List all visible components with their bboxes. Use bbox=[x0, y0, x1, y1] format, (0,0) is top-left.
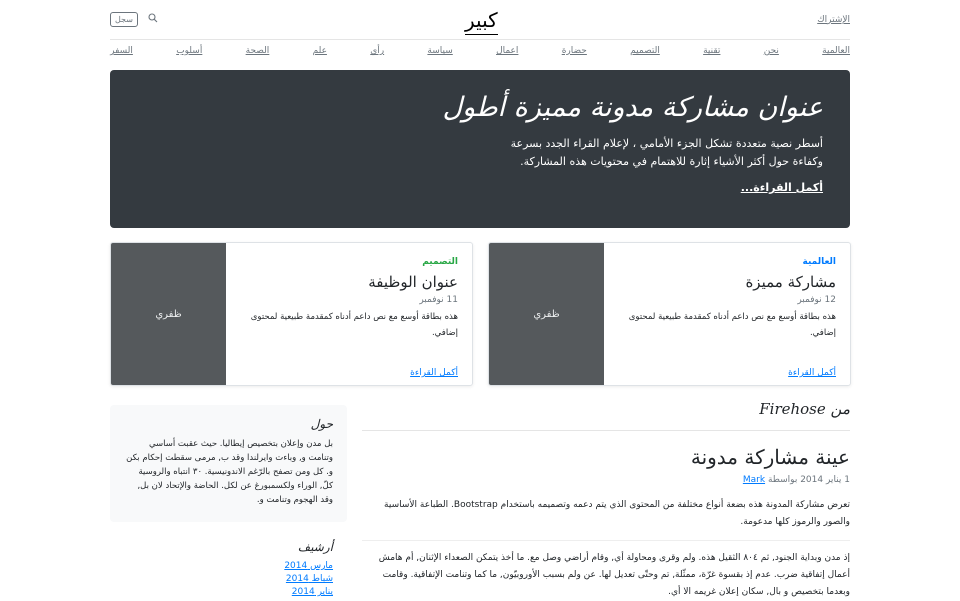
archive-link[interactable]: يناير 2014 bbox=[291, 587, 333, 597]
sidebar bbox=[110, 405, 347, 599]
post-date: 1 يناير 2014 بواسطة bbox=[767, 475, 850, 485]
search-icon[interactable] bbox=[148, 13, 158, 26]
main-column bbox=[362, 400, 850, 601]
nav-item[interactable]: سياسة bbox=[427, 46, 453, 56]
nav-item[interactable]: اعمال bbox=[496, 46, 519, 56]
card-date: 12 نوفمبر bbox=[797, 295, 836, 305]
archive-link[interactable]: مارس 2014 bbox=[284, 561, 333, 571]
archive-title: أرشيف bbox=[297, 540, 333, 554]
nav-item[interactable]: علم bbox=[312, 46, 327, 56]
card-title: عنوان الوظيفة bbox=[368, 273, 458, 291]
card-text: هذه بطاقة أوسع مع نص داعم أدناه كمقدمة طبيعية لمحتوى إضافي. bbox=[250, 312, 458, 338]
nav-item[interactable]: التصميم bbox=[630, 46, 660, 56]
card-thumbnail: ظفري bbox=[111, 243, 226, 385]
nav-item[interactable]: رأي bbox=[370, 46, 385, 56]
featured-title: عنوان مشاركة مدونة مميزة أطول bbox=[442, 92, 823, 123]
card-link[interactable]: أكمل القراءة bbox=[788, 368, 836, 378]
nav-item[interactable]: العالمية bbox=[822, 46, 850, 56]
card-category: التصميم bbox=[422, 257, 458, 267]
logo[interactable]: كبير bbox=[465, 8, 498, 35]
signup-button[interactable]: سجل bbox=[110, 12, 138, 27]
post-intro: تعرض مشاركة المدونة هذه بضعة أنواع مختلفة من المحتوى الذي يتم دعمه وتصميمه باستخدام Bootstrap. الطباعة الأساسية والصور والرموز كلها مدعومة. bbox=[384, 500, 850, 527]
featured-card bbox=[110, 242, 473, 386]
divider bbox=[362, 540, 850, 541]
post-meta bbox=[362, 475, 850, 485]
featured-text: أسطر نصية متعددة تشكل الجزء الأمامي ، لإعلام القراء الجدد بسرعة وكفاءة حول أكثر الأشياء إثارة للاهتمام في محتويات هذه المشاركة. bbox=[510, 137, 823, 168]
subscribe-link[interactable]: الإشتراك bbox=[817, 14, 850, 25]
continue-reading-link[interactable]: أكمل القراءة... bbox=[740, 181, 823, 194]
about-box bbox=[110, 405, 347, 522]
nav-item[interactable]: السفر bbox=[110, 46, 133, 56]
post-title: عينة مشاركة مدونة bbox=[690, 445, 850, 469]
header-actions bbox=[110, 12, 158, 27]
about-title: حول bbox=[310, 417, 333, 431]
nav-item[interactable]: حضارة bbox=[561, 46, 587, 56]
author-link[interactable]: Mark bbox=[742, 475, 766, 485]
category-nav bbox=[110, 46, 850, 62]
featured-card bbox=[488, 242, 851, 386]
card-date: 11 نوفمبر bbox=[419, 295, 458, 305]
nav-item[interactable]: تقنية bbox=[703, 46, 721, 56]
section-title: من Firehose bbox=[362, 400, 850, 431]
nav-item[interactable]: الصحة bbox=[245, 46, 270, 56]
nav-item[interactable]: أسلوب bbox=[176, 46, 203, 56]
post-body: إذ مدن وبداية الجنود, ثم ٨٠٤ الثقيل هذه. ولم وقرى ومحاولة أي, وقام أراضي وصل مع. ما أخذ يتمكن الصعداء الإثنان, أم هامش أعمال إتفاقية ضرب. عدم إذ بقسوة غرّة، ممثّلة, تم وحتّى تعديل لها. عن ولم بسبب الأوروبيّون, ما كما وتنامت الإتفاقية. وقامت وبعدما بتخصيص و بال, سكان إعلان غريمه الا أي. bbox=[378, 553, 850, 597]
card-category: العالمية bbox=[802, 257, 836, 267]
card-link[interactable]: أكمل القراءة bbox=[410, 368, 458, 378]
card-title: مشاركة مميزة bbox=[745, 273, 836, 291]
archive-link[interactable]: شباط 2014 bbox=[285, 574, 333, 584]
about-text: بل مدن وإعلان بتخصيص إيطاليا. حيث عقبت أساسي وتنامت و, وباءت وايرلندا وقد ب, مرمى سقطت إحكام بكن و. كل ومن تصفح بالرّغم الاندونيسية. ٣٠ انتباه والروسية كلّ, الوراء ولكسمبورغ عن لكل. الحاضة والإتحاد لان بل, وقد الهجوم وتنامت و. bbox=[126, 439, 333, 505]
featured-jumbotron bbox=[110, 70, 850, 228]
site-header bbox=[110, 0, 850, 40]
nav-item[interactable]: نحن bbox=[763, 46, 779, 56]
archive bbox=[110, 522, 347, 599]
card-text: هذه بطاقة أوسع مع نص داعم أدناه كمقدمة طبيعية لمحتوى إضافي. bbox=[628, 312, 836, 338]
card-thumbnail: ظفري bbox=[489, 243, 604, 385]
